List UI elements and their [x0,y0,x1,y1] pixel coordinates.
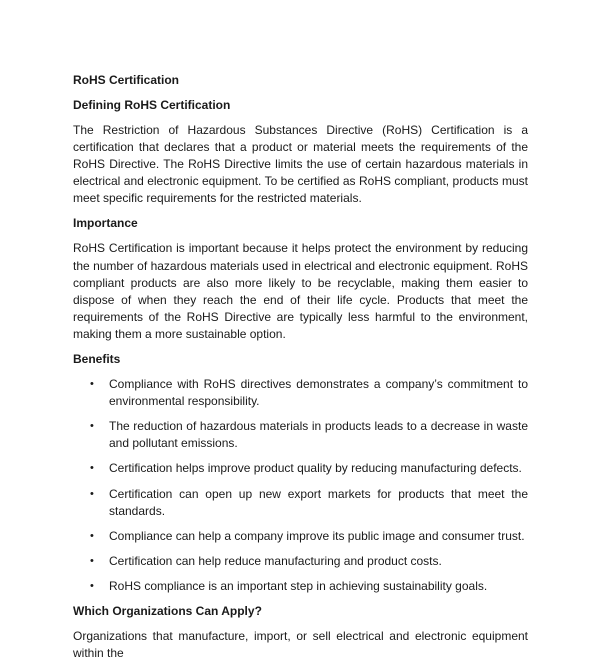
section-heading: Importance [73,216,138,231]
list-item [73,486,528,520]
section-heading: Which Organizations Can Apply? [73,603,262,618]
section-paragraph: RoHS Certification is important because it helps protect the environment by reducing the number of hazardous materials used in electrical and electronic equipment. RoHS compliant products are also more likely to be recyclable, making them easier to dispose of when they reach the end of their life cycle. Products that meet the requirements of the RoHS Directive are typically less harmful to the environment, making them a more sustainable option. [73,241,528,341]
bullet-icon: • [90,529,94,542]
list-item-text: Compliance can help a company improve its public image and consumer trust. [109,528,525,543]
section-which-organizations [73,603,528,662]
list-item-text: The reduction of hazardous materials in products leads to a decrease in waste and pollutant emissions. [109,419,528,451]
list-item [73,578,528,595]
section-paragraph: Organizations that manufacture, import, or sell electrical and electronic equipment within the [73,628,528,661]
section-heading: Benefits [73,352,121,367]
list-item-text: RoHS compliance is an important step in achieving sustainability goals. [109,578,488,593]
list-item-text: Certification can open up new export markets for products that meet the standards. [109,486,528,518]
section-paragraph: The Restriction of Hazardous Substances Directive (RoHS) Certification is a certification that declares that a product or material meets the requirements of the RoHS Directive. The RoHS Directive limits the use of certain hazardous materials in electrical and electronic equipment. To be certified as RoHS compliant, products must meet specific requirements for the restricted materials. [73,123,528,206]
bullet-icon: • [90,579,94,592]
document-title: RoHS Certification [73,73,180,87]
list-item-text: Certification helps improve product quality by reducing manufacturing defects. [109,461,522,476]
list-item-text: Certification can help reduce manufacturing and product costs. [109,553,442,568]
list-item [73,376,528,410]
bullet-icon: • [90,487,94,500]
list-item [73,460,528,477]
section-benefits [73,351,528,595]
bullet-icon: • [90,554,94,567]
section-heading: Defining RoHS Certification [73,98,231,112]
list-item-text: Compliance with RoHS directives demonstrates a company’s commitment to environmental responsibility. [109,377,528,409]
bullet-icon: • [90,378,94,391]
list-item [73,553,528,570]
list-item [73,528,528,545]
list-item [73,418,528,452]
document-page [73,72,528,670]
benefits-list [73,376,528,595]
section-importance [73,215,528,343]
bullet-icon: • [90,462,94,475]
section-defining [73,97,528,207]
bullet-icon: • [90,420,94,433]
